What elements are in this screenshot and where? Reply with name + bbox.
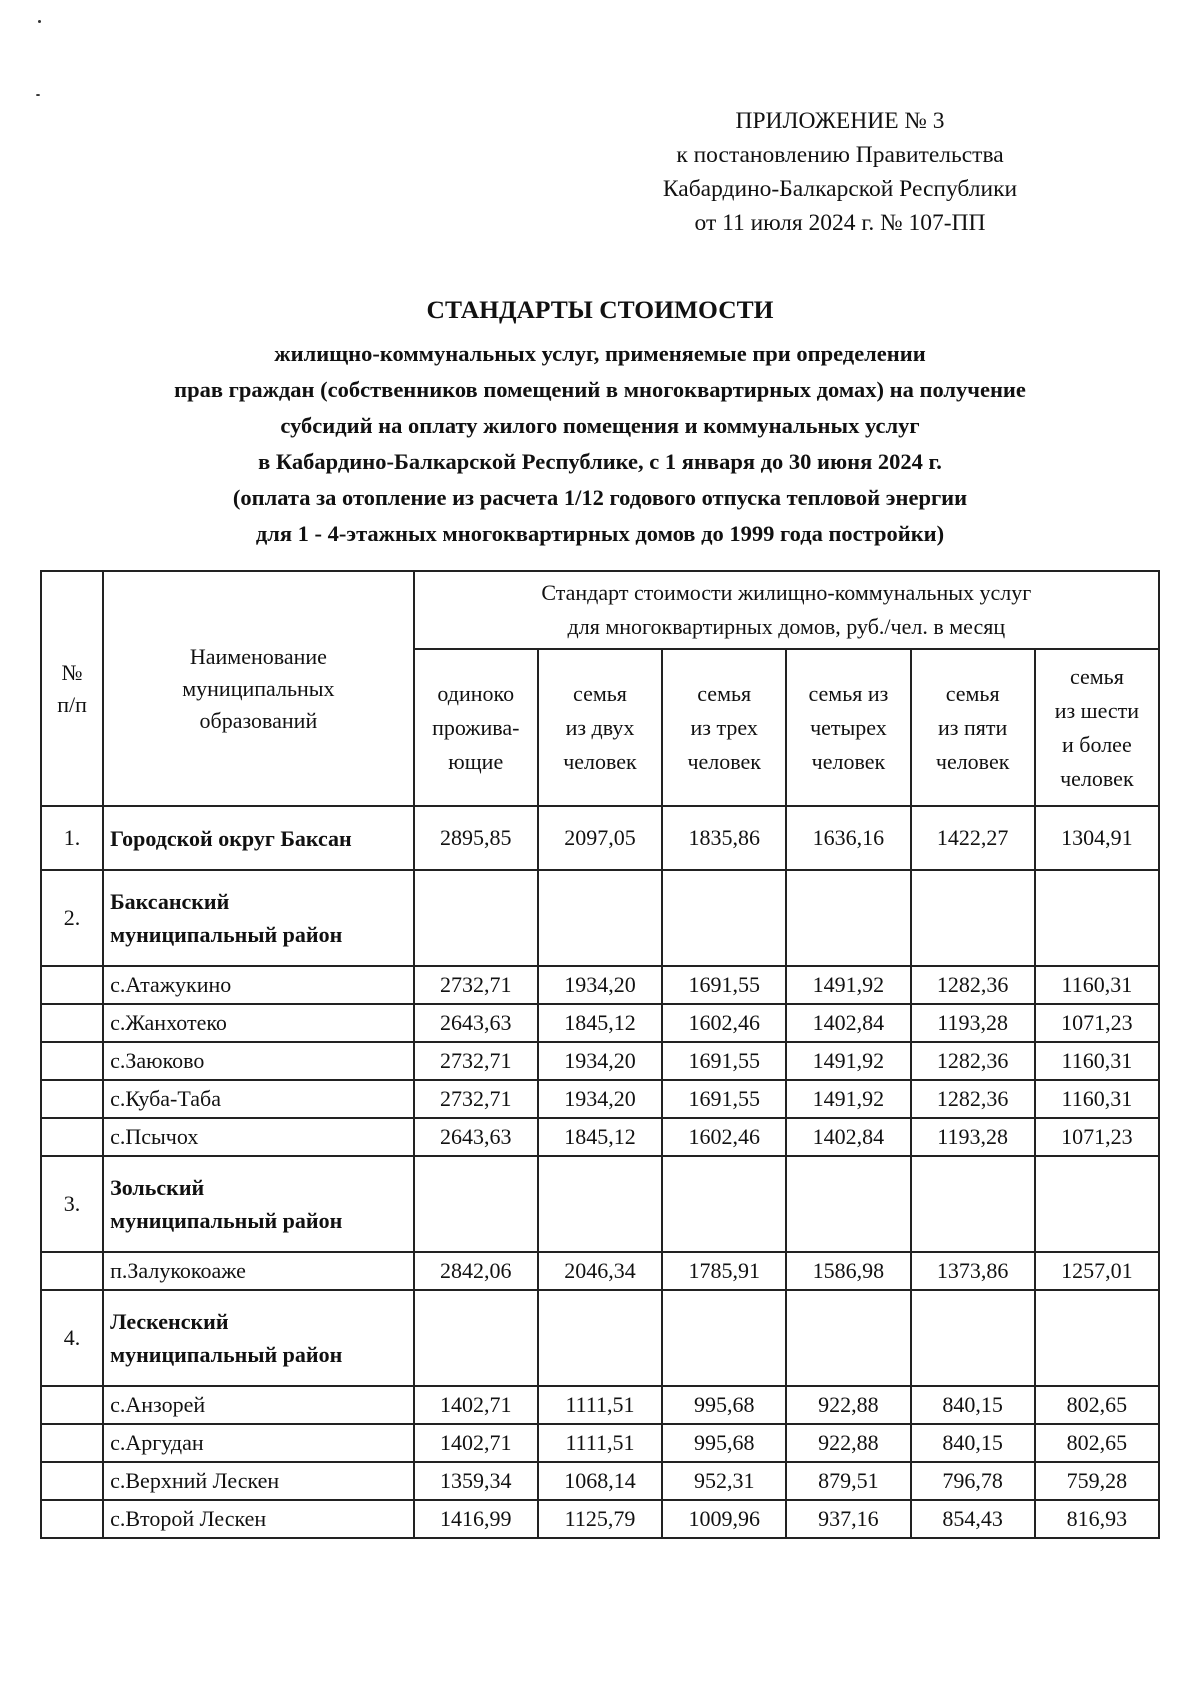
value-cell: 1193,28 bbox=[911, 1118, 1035, 1156]
value-cell: 854,43 bbox=[911, 1500, 1035, 1538]
value-cell: 1402,84 bbox=[786, 1004, 910, 1042]
header-text: муниципальных bbox=[182, 675, 335, 701]
value-cell: 2895,85 bbox=[414, 806, 538, 870]
value-cell: 1636,16 bbox=[786, 806, 910, 870]
value-cell: 1422,27 bbox=[911, 806, 1035, 870]
value-cell: 816,93 bbox=[1035, 1500, 1159, 1538]
value-cell: 1282,36 bbox=[911, 1080, 1035, 1118]
value-cell: 1193,28 bbox=[911, 1004, 1035, 1042]
value-cell: 1845,12 bbox=[538, 1118, 662, 1156]
document-title-block bbox=[40, 292, 1160, 552]
value-cell: 952,31 bbox=[662, 1462, 786, 1500]
empty-cell bbox=[41, 1462, 103, 1500]
table-row bbox=[41, 1080, 1159, 1118]
empty-cell bbox=[538, 1290, 662, 1386]
empty-cell bbox=[41, 1424, 103, 1462]
value-cell: 2732,71 bbox=[414, 966, 538, 1004]
table-row bbox=[41, 870, 1159, 966]
row-number: 1. bbox=[41, 806, 103, 870]
value-cell: 1071,23 bbox=[1035, 1004, 1159, 1042]
header-text: и более bbox=[1062, 731, 1132, 757]
appendix-line: к постановлению Правительства bbox=[676, 142, 1004, 168]
header-text: четырех bbox=[810, 714, 887, 740]
table-row bbox=[41, 1500, 1159, 1538]
header-family-6-plus bbox=[1035, 649, 1159, 806]
value-cell: 922,88 bbox=[786, 1424, 910, 1462]
table-row bbox=[41, 1386, 1159, 1424]
empty-cell bbox=[1035, 1290, 1159, 1386]
value-cell: 937,16 bbox=[786, 1500, 910, 1538]
appendix-line: Кабардино-Балкарской Республики bbox=[662, 176, 1018, 202]
value-cell: 879,51 bbox=[786, 1462, 910, 1500]
document-title: СТАНДАРТЫ СТОИМОСТИ bbox=[426, 295, 774, 324]
header-text: образований bbox=[199, 707, 318, 733]
value-cell: 1125,79 bbox=[538, 1500, 662, 1538]
header-single bbox=[414, 649, 538, 806]
value-cell: 1402,84 bbox=[786, 1118, 910, 1156]
header-row bbox=[41, 571, 1159, 649]
value-cell: 1602,46 bbox=[662, 1004, 786, 1042]
settlement-name: с.Верхний Лескен bbox=[103, 1462, 414, 1500]
header-text: одиноко bbox=[437, 680, 515, 706]
district-name-line: Баксанский bbox=[110, 889, 230, 914]
header-family-4 bbox=[786, 649, 910, 806]
table-row bbox=[41, 966, 1159, 1004]
empty-cell bbox=[414, 1156, 538, 1252]
settlement-name: с.Анзорей bbox=[103, 1386, 414, 1424]
empty-cell bbox=[786, 870, 910, 966]
empty-cell bbox=[41, 1252, 103, 1290]
header-text: человек bbox=[563, 748, 637, 774]
empty-cell bbox=[41, 1080, 103, 1118]
header-number bbox=[41, 571, 103, 806]
header-text: человек bbox=[935, 748, 1010, 774]
row-number: 3. bbox=[41, 1156, 103, 1252]
value-cell: 1009,96 bbox=[662, 1500, 786, 1538]
district-name bbox=[103, 1156, 414, 1252]
settlement-name: п.Залукокоаже bbox=[103, 1252, 414, 1290]
header-number-label: п/п bbox=[57, 691, 87, 717]
empty-cell bbox=[662, 1290, 786, 1386]
value-cell: 1845,12 bbox=[538, 1004, 662, 1042]
settlement-name: с.Аргудан bbox=[103, 1424, 414, 1462]
subtitle-line: в Кабардино-Балкарской Республике, с 1 января до 30 июня 2024 г. bbox=[258, 449, 942, 474]
value-cell: 995,68 bbox=[662, 1424, 786, 1462]
value-cell: 2097,05 bbox=[538, 806, 662, 870]
value-cell: 1282,36 bbox=[911, 966, 1035, 1004]
table-row bbox=[41, 1156, 1159, 1252]
empty-cell bbox=[662, 1156, 786, 1252]
value-cell: 840,15 bbox=[911, 1424, 1035, 1462]
value-cell: 1111,51 bbox=[538, 1386, 662, 1424]
table-row bbox=[41, 1004, 1159, 1042]
header-text: Наименование bbox=[189, 643, 327, 669]
empty-cell bbox=[911, 1156, 1035, 1252]
value-cell: 1373,86 bbox=[911, 1252, 1035, 1290]
table-row bbox=[41, 1290, 1159, 1386]
value-cell: 1586,98 bbox=[786, 1252, 910, 1290]
value-cell: 1835,86 bbox=[662, 806, 786, 870]
value-cell: 2643,63 bbox=[414, 1004, 538, 1042]
header-municipality bbox=[103, 571, 414, 806]
subtitle-line: для 1 - 4-этажных многоквартирных домов до 1999 года постройки) bbox=[255, 521, 945, 546]
table-row bbox=[41, 1042, 1159, 1080]
value-cell: 2643,63 bbox=[414, 1118, 538, 1156]
empty-cell bbox=[1035, 1156, 1159, 1252]
header-text: человек bbox=[1060, 765, 1134, 791]
value-cell: 840,15 bbox=[911, 1386, 1035, 1424]
value-cell: 2732,71 bbox=[414, 1042, 538, 1080]
table-row bbox=[41, 1424, 1159, 1462]
empty-cell bbox=[41, 1004, 103, 1042]
table-row bbox=[41, 806, 1159, 870]
value-cell: 1402,71 bbox=[414, 1424, 538, 1462]
district-name-line: муниципальный район bbox=[110, 922, 343, 947]
appendix-date: от 11 июля 2024 г. № 107-ПП bbox=[694, 210, 986, 236]
district-name-line: муниципальный район bbox=[110, 1342, 343, 1367]
subtitle-line: (оплата за отопление из расчета 1/12 годового отпуска тепловой энергии bbox=[232, 485, 968, 510]
district-name-line: Зольский bbox=[110, 1175, 205, 1200]
settlement-name: с.Жанхотеко bbox=[103, 1004, 414, 1042]
value-cell: 1071,23 bbox=[1035, 1118, 1159, 1156]
value-cell: 1402,71 bbox=[414, 1386, 538, 1424]
row-number: 4. bbox=[41, 1290, 103, 1386]
row-number: 2. bbox=[41, 870, 103, 966]
empty-cell bbox=[41, 1042, 103, 1080]
table-row bbox=[41, 1118, 1159, 1156]
appendix-title: ПРИЛОЖЕНИЕ № 3 bbox=[735, 108, 945, 134]
value-cell: 1934,20 bbox=[538, 1042, 662, 1080]
header-family-2 bbox=[538, 649, 662, 806]
header-text: семья bbox=[573, 680, 627, 706]
value-cell: 1491,92 bbox=[786, 1042, 910, 1080]
district-name-line: Лескенский bbox=[110, 1309, 229, 1334]
value-cell: 802,65 bbox=[1035, 1424, 1159, 1462]
scan-speck bbox=[36, 94, 40, 96]
value-cell: 1304,91 bbox=[1035, 806, 1159, 870]
empty-cell bbox=[41, 1386, 103, 1424]
value-cell: 2046,34 bbox=[538, 1252, 662, 1290]
subtitle-line: прав граждан (собственников помещений в многоквартирных домах) на получение bbox=[174, 377, 1026, 402]
subtitle-line: жилищно-коммунальных услуг, применяемые при определении bbox=[274, 341, 926, 366]
settlement-name: с.Атажукино bbox=[103, 966, 414, 1004]
header-family-3 bbox=[662, 649, 786, 806]
value-cell: 1359,34 bbox=[414, 1462, 538, 1500]
value-cell: 1934,20 bbox=[538, 1080, 662, 1118]
municipality-name: Городской округ Баксан bbox=[103, 806, 414, 870]
empty-cell bbox=[786, 1156, 910, 1252]
value-cell: 1691,55 bbox=[662, 1042, 786, 1080]
value-cell: 922,88 bbox=[786, 1386, 910, 1424]
header-text: из шести bbox=[1054, 697, 1140, 723]
value-cell: 1691,55 bbox=[662, 966, 786, 1004]
empty-cell bbox=[538, 1156, 662, 1252]
value-cell: 759,28 bbox=[1035, 1462, 1159, 1500]
value-cell: 1068,14 bbox=[538, 1462, 662, 1500]
settlement-name: с.Псычох bbox=[103, 1118, 414, 1156]
empty-cell bbox=[662, 870, 786, 966]
header-standard-group bbox=[414, 571, 1159, 649]
appendix-block bbox=[600, 104, 1080, 240]
value-cell: 1111,51 bbox=[538, 1424, 662, 1462]
value-cell: 1602,46 bbox=[662, 1118, 786, 1156]
district-name-line: муниципальный район bbox=[110, 1208, 343, 1233]
subtitle-line: субсидий на оплату жилого помещения и коммунальных услуг bbox=[280, 413, 920, 438]
header-text: человек bbox=[687, 748, 761, 774]
value-cell: 796,78 bbox=[911, 1462, 1035, 1500]
value-cell: 1257,01 bbox=[1035, 1252, 1159, 1290]
header-text: Стандарт стоимости жилищно-коммунальных услуг bbox=[541, 580, 1032, 605]
value-cell: 1416,99 bbox=[414, 1500, 538, 1538]
header-number-symbol: № bbox=[61, 659, 83, 685]
empty-cell bbox=[414, 870, 538, 966]
header-family-5 bbox=[911, 649, 1035, 806]
value-cell: 2842,06 bbox=[414, 1252, 538, 1290]
district-name bbox=[103, 870, 414, 966]
empty-cell bbox=[41, 1500, 103, 1538]
header-text: ющие bbox=[448, 748, 504, 774]
value-cell: 1160,31 bbox=[1035, 1080, 1159, 1118]
value-cell: 1691,55 bbox=[662, 1080, 786, 1118]
empty-cell bbox=[911, 1290, 1035, 1386]
value-cell: 1785,91 bbox=[662, 1252, 786, 1290]
header-text: для многоквартирных домов, руб./чел. в месяц bbox=[567, 614, 1006, 639]
empty-cell bbox=[538, 870, 662, 966]
empty-cell bbox=[1035, 870, 1159, 966]
cost-standards-table bbox=[40, 570, 1160, 1539]
header-text: из пяти bbox=[938, 714, 1008, 740]
value-cell: 2732,71 bbox=[414, 1080, 538, 1118]
header-text: семья из bbox=[808, 680, 889, 706]
header-text: из двух bbox=[565, 714, 635, 740]
value-cell: 1491,92 bbox=[786, 966, 910, 1004]
value-cell: 1160,31 bbox=[1035, 966, 1159, 1004]
header-text: из трех bbox=[690, 714, 758, 740]
settlement-name: с.Второй Лескен bbox=[103, 1500, 414, 1538]
table-row bbox=[41, 1252, 1159, 1290]
empty-cell bbox=[414, 1290, 538, 1386]
value-cell: 802,65 bbox=[1035, 1386, 1159, 1424]
district-name bbox=[103, 1290, 414, 1386]
value-cell: 995,68 bbox=[662, 1386, 786, 1424]
header-text: семья bbox=[697, 680, 752, 706]
header-text: человек bbox=[811, 748, 886, 774]
value-cell: 1491,92 bbox=[786, 1080, 910, 1118]
settlement-name: с.Куба-Таба bbox=[103, 1080, 414, 1118]
empty-cell bbox=[41, 1118, 103, 1156]
value-cell: 1282,36 bbox=[911, 1042, 1035, 1080]
scan-speck bbox=[38, 20, 41, 23]
settlement-name: с.Заюково bbox=[103, 1042, 414, 1080]
value-cell: 1160,31 bbox=[1035, 1042, 1159, 1080]
value-cell: 1934,20 bbox=[538, 966, 662, 1004]
table-row bbox=[41, 1462, 1159, 1500]
header-text: семья bbox=[1069, 663, 1124, 689]
header-text: семья bbox=[945, 680, 1000, 706]
empty-cell bbox=[41, 966, 103, 1004]
header-text: прожива- bbox=[432, 714, 520, 740]
empty-cell bbox=[911, 870, 1035, 966]
empty-cell bbox=[786, 1290, 910, 1386]
